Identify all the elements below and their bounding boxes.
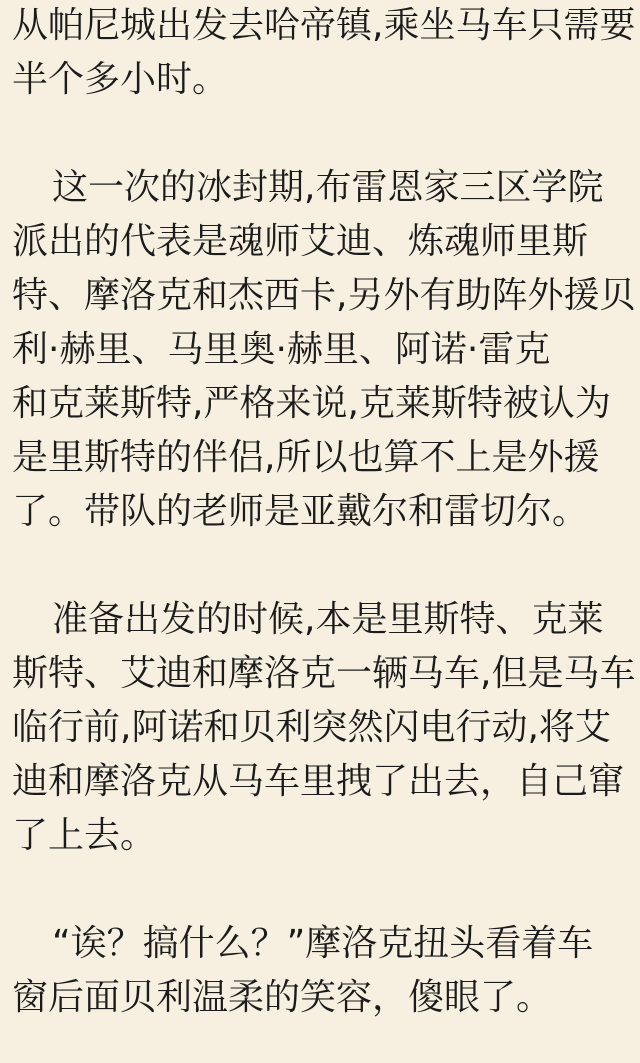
text-line: 了。带队的老师是亚戴尔和雷切尔。 (12, 491, 589, 532)
text-line: 斯特、艾迪和摩洛克一辆马车,但是马车 (12, 653, 636, 694)
text-line: 准备出发的时候,本是里斯特、克莱 (52, 599, 604, 640)
text-line: 迪和摩洛克从马车里拽了出去，自己窜 (12, 761, 625, 802)
text-line: 特、摩洛克和杰西卡,另外有助阵外援贝 (12, 275, 636, 316)
text-line: 半个多小时。 (12, 59, 229, 100)
text-line: 是里斯特的伴侣,所以也算不上是外援 (12, 437, 600, 478)
text-line: 临行前,阿诺和贝利突然闪电行动,将艾 (12, 707, 611, 748)
text-line: 利·赫里、马里奥·赫里、阿诺·雷克 (12, 329, 551, 370)
text-line: 窗后面贝利温柔的笑容，傻眼了。 (12, 977, 553, 1018)
text-line: “诶？搞什么？”摩洛克扭头看着车 (52, 923, 594, 964)
text-line: 从帕尼城出发去哈帝镇,乘坐马车只需要 (12, 5, 636, 46)
text-line: 和克莱斯特,严格来说,克莱斯特被认为 (12, 383, 611, 424)
text-line: 这一次的冰封期,布雷恩家三区学院 (52, 167, 604, 208)
text-line: 派出的代表是魂师艾迪、炼魂师里斯 (12, 221, 589, 262)
text-line: 了上去。 (12, 815, 157, 856)
